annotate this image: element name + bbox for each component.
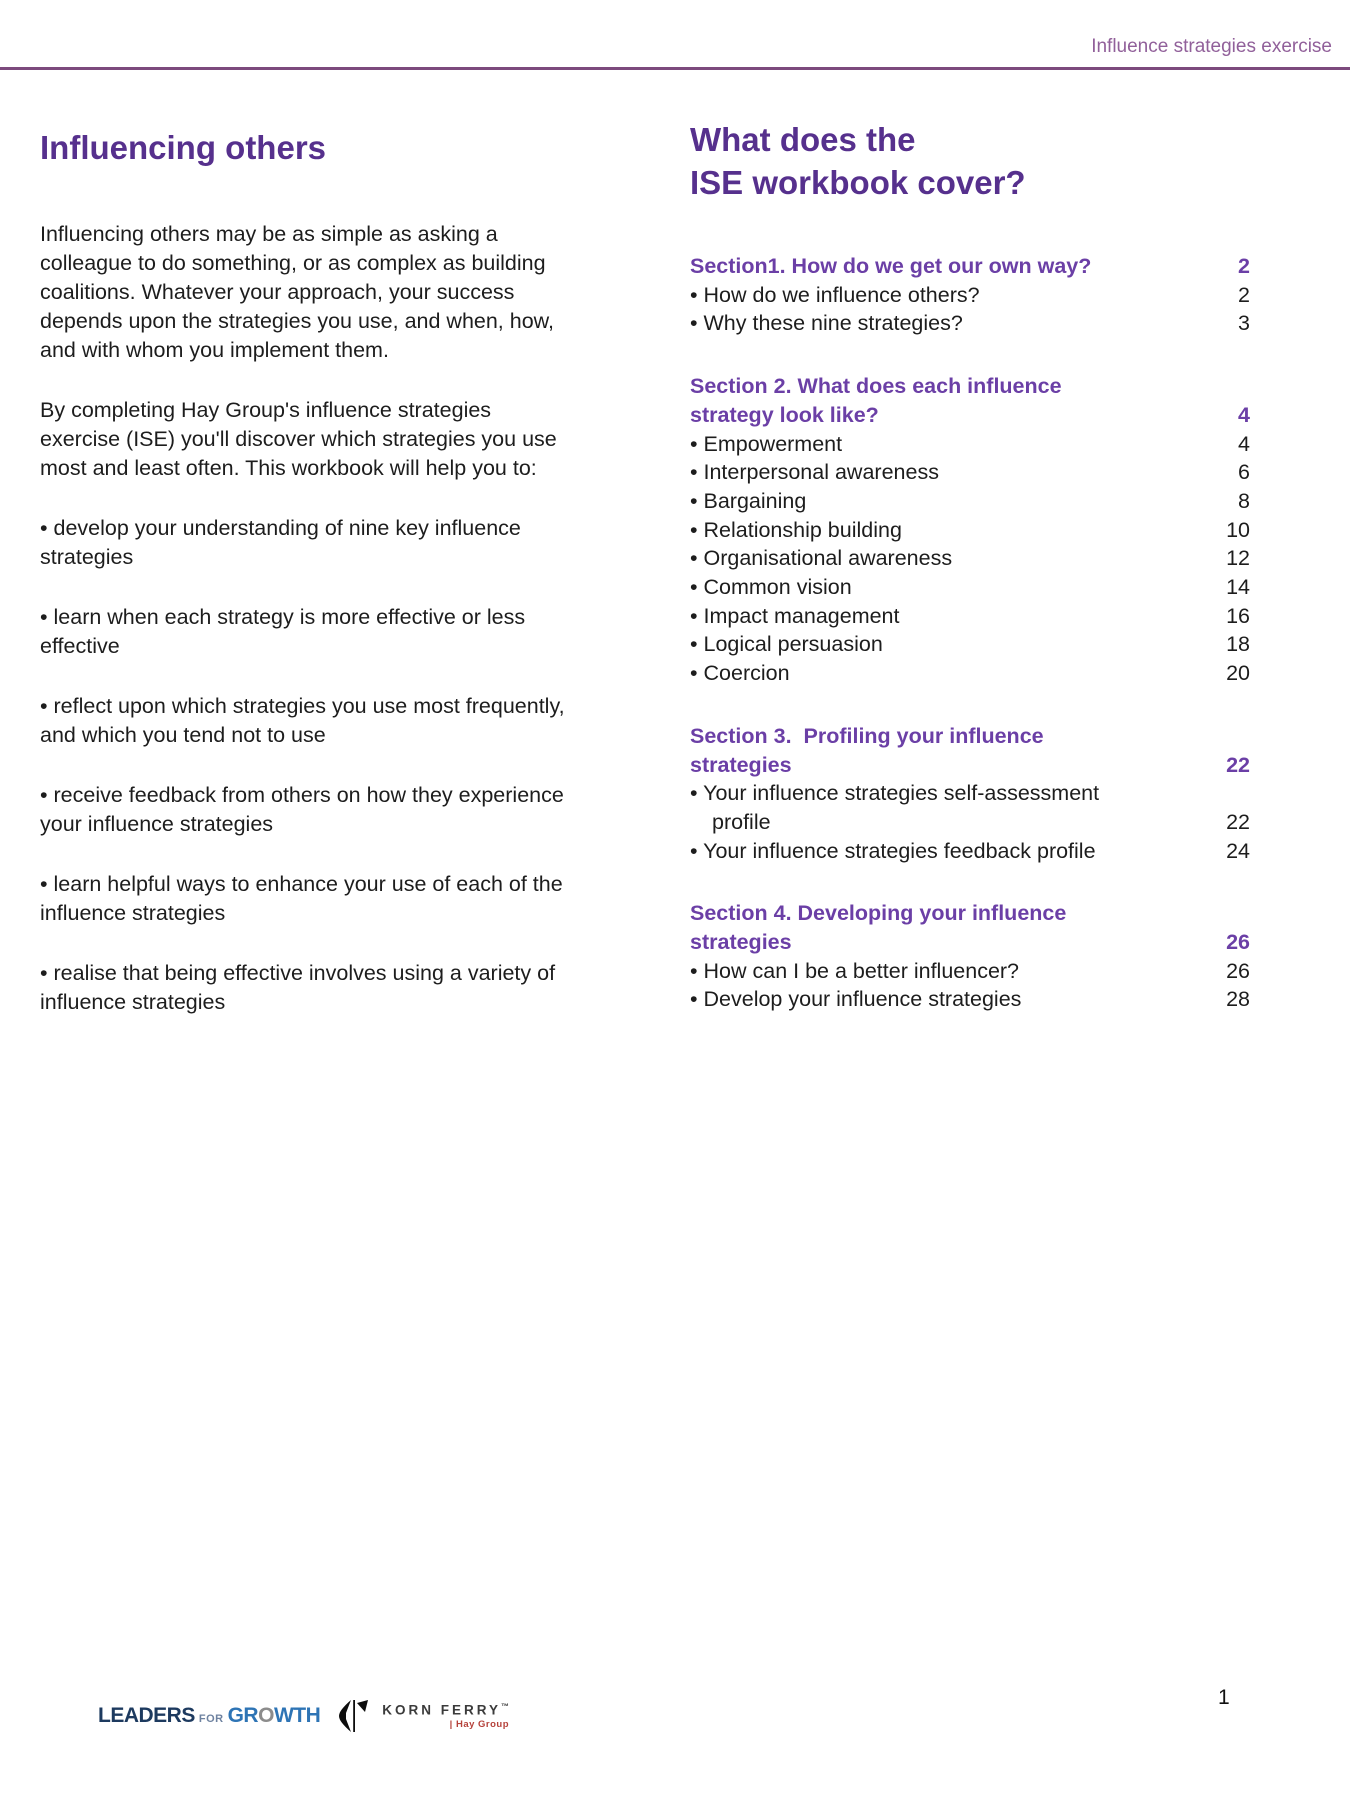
toc-page-number: 26 bbox=[1226, 930, 1250, 955]
toc-entry: • Bargaining bbox=[690, 488, 807, 513]
toc-row bbox=[690, 928, 1250, 957]
toc-entry: • How do we influence others? bbox=[690, 282, 980, 307]
toc-page-number: 22 bbox=[1226, 752, 1250, 777]
page-title: Influencing others bbox=[40, 129, 327, 166]
toc-section-heading: Section 2. What does each influence bbox=[690, 374, 1062, 399]
footer-logos bbox=[98, 1698, 509, 1734]
toc-spacer bbox=[690, 865, 1250, 899]
toc-row bbox=[690, 630, 1250, 659]
toc-entry: • Develop your influence strategies bbox=[690, 987, 1022, 1012]
toc-row bbox=[690, 516, 1250, 545]
toc-section-heading: Section 3. Profiling your influence bbox=[690, 723, 1044, 748]
table-of-contents bbox=[690, 118, 1250, 1014]
toc-row bbox=[690, 309, 1250, 338]
toc-row bbox=[690, 722, 1250, 751]
toc-row bbox=[690, 899, 1250, 928]
logo-text-growth: GR bbox=[227, 1704, 259, 1727]
toc-row bbox=[690, 659, 1250, 688]
toc-page-number: 8 bbox=[1238, 488, 1250, 513]
logo-text-korn-ferry: KORN FERRY bbox=[382, 1702, 502, 1718]
toc-entry: • Empowerment bbox=[690, 431, 843, 456]
toc-row bbox=[690, 985, 1250, 1014]
toc-section-heading: strategies bbox=[690, 752, 792, 777]
toc-entry: • Impact management bbox=[690, 603, 900, 628]
leaders-for-growth-logo bbox=[98, 1704, 320, 1728]
toc-row bbox=[690, 281, 1250, 310]
trademark-symbol: ™ bbox=[501, 1702, 510, 1712]
logo-text-growth-o: O bbox=[258, 1704, 274, 1727]
toc-entry: • Your influence strategies feedback profile bbox=[690, 838, 1096, 863]
toc-row bbox=[690, 957, 1250, 986]
toc-entry: • Interpersonal awareness bbox=[690, 460, 939, 485]
bullet-paragraph: • develop your understanding of nine key influence strategies bbox=[40, 516, 521, 569]
toc-row bbox=[690, 487, 1250, 516]
bullet-paragraph: • learn when each strategy is more effective or less effective bbox=[40, 605, 526, 658]
bullet-paragraph: • receive feedback from others on how they experience your influence strategies bbox=[40, 783, 564, 836]
toc-page-number: 4 bbox=[1238, 431, 1250, 456]
toc-entry: • Relationship building bbox=[690, 517, 902, 542]
toc-page-number: 2 bbox=[1238, 282, 1250, 307]
korn-ferry-wordmark bbox=[382, 1702, 509, 1730]
toc-page-number: 2 bbox=[1238, 254, 1250, 278]
toc-section-heading: Section 4. Developing your influence bbox=[690, 901, 1067, 926]
toc-entry: • Logical persuasion bbox=[690, 632, 883, 657]
korn-ferry-mark-icon bbox=[336, 1698, 372, 1734]
logo-text-growth: WTH bbox=[273, 1704, 321, 1727]
toc-page-number: 26 bbox=[1226, 958, 1250, 983]
toc-page-number: 18 bbox=[1226, 632, 1250, 657]
toc-page-number: 4 bbox=[1238, 402, 1250, 427]
toc-row bbox=[690, 252, 1250, 281]
toc-row bbox=[690, 458, 1250, 487]
toc-page-number: 12 bbox=[1226, 546, 1250, 571]
toc-entry: • Organisational awareness bbox=[690, 546, 953, 571]
toc-row bbox=[690, 602, 1250, 631]
toc-row bbox=[690, 401, 1250, 430]
bullet-paragraph: • reflect upon which strategies you use most frequently, and which you tend not to use bbox=[40, 694, 565, 747]
toc-row bbox=[690, 837, 1250, 866]
toc-entry: • Your influence strategies self-assessment bbox=[690, 781, 1100, 806]
toc-title: What does the ISE workbook cover? bbox=[690, 121, 1026, 201]
toc-row bbox=[690, 573, 1250, 602]
header-divider-rule bbox=[0, 67, 1350, 70]
toc-page-number: 3 bbox=[1238, 311, 1250, 336]
bullet-paragraph: • realise that being effective involves using a variety of influence strategies bbox=[40, 961, 556, 1014]
page-number: 1 bbox=[1218, 1686, 1230, 1709]
toc-row bbox=[690, 808, 1250, 837]
page-header-title: Influence strategies exercise bbox=[1091, 36, 1332, 57]
toc-row bbox=[690, 779, 1250, 808]
toc-page-number: 14 bbox=[1226, 575, 1250, 600]
toc-entry: profile bbox=[712, 809, 771, 834]
bullet-paragraph: • learn helpful ways to enhance your use of each of the influence strategies bbox=[40, 872, 563, 925]
toc-page-number: 22 bbox=[1226, 809, 1250, 834]
logo-text-hay-group: | Hay Group bbox=[449, 1718, 510, 1730]
toc-entry: • How can I be a better influencer? bbox=[690, 958, 1020, 983]
toc-page-number: 20 bbox=[1226, 661, 1250, 686]
toc-page-number: 16 bbox=[1226, 603, 1250, 628]
toc-entry: • Common vision bbox=[690, 575, 852, 600]
toc-section-heading: Section1. How do we get our own way? bbox=[690, 254, 1092, 278]
toc-row bbox=[690, 751, 1250, 780]
toc-section-heading: strategy look like? bbox=[690, 402, 879, 427]
toc-spacer bbox=[690, 688, 1250, 722]
toc-page-number: 10 bbox=[1226, 517, 1250, 542]
toc-section-heading: strategies bbox=[690, 930, 792, 955]
toc-entry: • Why these nine strategies? bbox=[690, 311, 963, 336]
toc-spacer bbox=[690, 338, 1250, 372]
toc-row bbox=[690, 372, 1250, 401]
logo-text-leaders: LEADERS bbox=[98, 1704, 195, 1727]
toc-page-number: 6 bbox=[1238, 460, 1250, 485]
toc-entry: • Coercion bbox=[690, 661, 790, 686]
toc-page-number: 28 bbox=[1226, 987, 1250, 1012]
logo-text-for: FOR bbox=[198, 1713, 224, 1725]
intro-paragraph: Influencing others may be as simple as asking a colleague to do something, or as complex as building coalitions. Whatever your approach, your success depends upon the strategies you use, and when, how, and with whom you implement them. bbox=[40, 222, 554, 362]
toc-row bbox=[690, 544, 1250, 573]
toc-page-number: 24 bbox=[1226, 838, 1250, 863]
toc-row bbox=[690, 430, 1250, 459]
left-column bbox=[40, 128, 568, 1048]
intro-paragraph: By completing Hay Group's influence strategies exercise (ISE) you'll discover which strategies you use most and least often. This workbook will help you to: bbox=[40, 398, 557, 480]
